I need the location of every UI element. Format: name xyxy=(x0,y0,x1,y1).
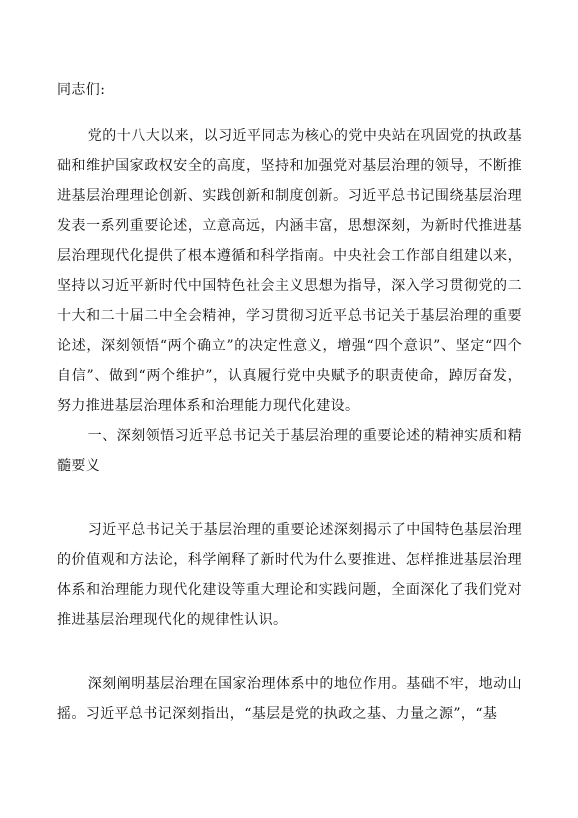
salutation: 同志们: xyxy=(57,82,106,98)
paragraph-section-overview: 习近平总书记关于基层治理的重要论述深刻揭示了中国特色基层治理的价值观和方法论，科学阐释了新时代为什么要推进、怎样推进基层治理体系和治理能力现代化建设等重大理论和实践问题，全面深化了我们党对推进基层治理现代化的规律性认识。 xyxy=(57,522,522,628)
paragraph-status-role: 深刻阐明基层治理在国家治理体系中的地位作用。基础不牢，地动山摇。习近平总书记深刻指出，“基层是党的执政之基、力量之源”，“基 xyxy=(57,676,522,722)
section-heading: 一、深刻领悟习近平总书记关于基层治理的重要论述的精神实质和精髓要义 xyxy=(57,428,522,474)
document-body xyxy=(57,72,522,729)
paragraph-intro: 党的十八大以来，以习近平同志为核心的党中央站在巩固党的执政基础和维护国家政权安全的高度，坚持和加强党对基层治理的领导，不断推进基层治理理论创新、实践创新和制度创新。习近平总书记围绕基层治理发表一系列重要论述，立意高远，内涵丰富，思想深刻，为新时代推进基层治理现代化提供了根本遵循和科学指南。中央社会工作部自组建以来，坚持以习近平新时代中国特色社会主义思想为指导，深入学习贯彻党的二十大和二十届二中全会精神，学习贯彻习近平总书记关于基层治理的重要论述，深刻领悟“两个确立”的决定性意义，增强“四个意识”、坚定“四个自信”、做到“两个维护”，认真履行党中央赋予的职责使命，踔厉奋发，努力推进基层治理体系和治理能力现代化建设。 xyxy=(57,128,522,414)
